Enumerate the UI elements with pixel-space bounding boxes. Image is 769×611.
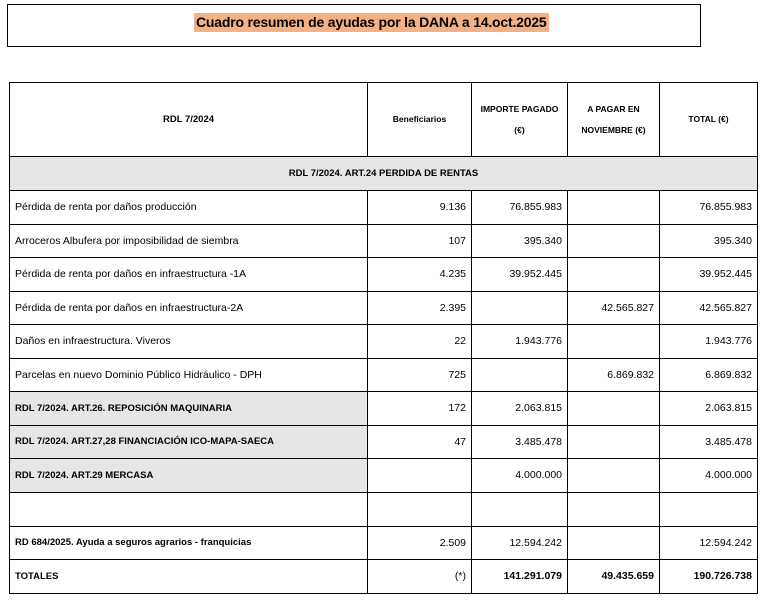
row-pagado: 2.063.815 xyxy=(472,392,568,426)
table-row xyxy=(10,258,758,292)
row-total: 4.000.000 xyxy=(660,459,758,493)
row-beneficiarios: 172 xyxy=(368,392,472,426)
row-pagado: 4.000.000 xyxy=(472,459,568,493)
row-total: 76.855.983 xyxy=(660,191,758,225)
row-pagado xyxy=(472,358,568,392)
row-pagado: 39.952.445 xyxy=(472,258,568,292)
table-row xyxy=(10,526,758,560)
row-noviembre xyxy=(568,526,660,560)
row-noviembre xyxy=(568,325,660,359)
row-noviembre xyxy=(568,224,660,258)
empty-cell xyxy=(472,492,568,526)
row-label: RDL 7/2024. ART.27,28 FINANCIACIÓN ICO-MAPA-SAECA xyxy=(10,425,368,459)
row-total: 12.594.242 xyxy=(660,526,758,560)
row-pagado: 76.855.983 xyxy=(472,191,568,225)
table-row xyxy=(10,459,758,493)
page-title: Cuadro resumen de ayudas por la DANA a 14.oct.2025 xyxy=(196,14,547,30)
row-label: RD 684/2025. Ayuda a seguros agrarios - franquicias xyxy=(10,526,368,560)
totals-total: 190.726.738 xyxy=(660,560,758,594)
totals-pagado: 141.291.079 xyxy=(472,560,568,594)
row-total: 39.952.445 xyxy=(660,258,758,292)
row-noviembre: 42.565.827 xyxy=(568,291,660,325)
row-beneficiarios: 9.136 xyxy=(368,191,472,225)
empty-cell xyxy=(568,492,660,526)
row-label: Parcelas en nuevo Dominio Público Hidráulico - DPH xyxy=(10,358,368,392)
header-rdl: RDL 7/2024 xyxy=(10,83,368,157)
row-beneficiarios: 47 xyxy=(368,425,472,459)
row-noviembre: 6.869.832 xyxy=(568,358,660,392)
table-row xyxy=(10,392,758,426)
row-noviembre xyxy=(568,258,660,292)
row-total: 3.485.478 xyxy=(660,425,758,459)
table-row xyxy=(10,325,758,359)
row-total: 6.869.832 xyxy=(660,358,758,392)
header-a-pagar-line1: A PAGAR EN xyxy=(587,103,640,114)
table-row xyxy=(10,191,758,225)
row-total: 2.063.815 xyxy=(660,392,758,426)
table-row xyxy=(10,291,758,325)
row-noviembre xyxy=(568,392,660,426)
empty-cell xyxy=(368,492,472,526)
title-box xyxy=(7,4,701,47)
header-importe-pagado-line1: IMPORTE PAGADO xyxy=(480,103,559,114)
row-beneficiarios: 4.235 xyxy=(368,258,472,292)
row-pagado: 395.340 xyxy=(472,224,568,258)
empty-cell xyxy=(660,492,758,526)
header-a-pagar-line2: NOVIEMBRE (€) xyxy=(581,124,646,135)
row-label: RDL 7/2024. ART.29 MERCASA xyxy=(10,459,368,493)
header-importe-pagado xyxy=(472,83,568,157)
section-title: RDL 7/2024. ART.24 PERDIDA DE RENTAS xyxy=(10,157,758,191)
empty-cell xyxy=(10,492,368,526)
row-label: Pérdida de renta por daños producción xyxy=(10,191,368,225)
summary-table xyxy=(9,82,758,594)
header-a-pagar xyxy=(568,83,660,157)
header-row xyxy=(10,83,758,157)
row-total: 42.565.827 xyxy=(660,291,758,325)
row-label: RDL 7/2024. ART.26. REPOSICIÓN MAQUINARIA xyxy=(10,392,368,426)
row-label: Arroceros Albufera por imposibilidad de siembra xyxy=(10,224,368,258)
row-beneficiarios: 2.509 xyxy=(368,526,472,560)
header-beneficiarios: Beneficiarios xyxy=(368,83,472,157)
table-row xyxy=(10,425,758,459)
row-beneficiarios: 725 xyxy=(368,358,472,392)
row-pagado: 1.943.776 xyxy=(472,325,568,359)
row-pagado: 12.594.242 xyxy=(472,526,568,560)
totals-row xyxy=(10,560,758,594)
row-beneficiarios: 22 xyxy=(368,325,472,359)
empty-row xyxy=(10,492,758,526)
section-row xyxy=(10,157,758,191)
row-total: 1.943.776 xyxy=(660,325,758,359)
table-row xyxy=(10,358,758,392)
row-pagado: 3.485.478 xyxy=(472,425,568,459)
row-label: Daños en infraestructura. Viveros xyxy=(10,325,368,359)
totals-label: TOTALES xyxy=(10,560,368,594)
totals-noviembre: 49.435.659 xyxy=(568,560,660,594)
table-row xyxy=(10,224,758,258)
row-beneficiarios xyxy=(368,459,472,493)
header-total: TOTAL (€) xyxy=(660,83,758,157)
totals-beneficiarios: (*) xyxy=(368,560,472,594)
row-noviembre xyxy=(568,459,660,493)
row-noviembre xyxy=(568,425,660,459)
header-importe-pagado-line2: (€) xyxy=(514,124,525,135)
row-label: Pérdida de renta por daños en infraestructura -1A xyxy=(10,258,368,292)
row-total: 395.340 xyxy=(660,224,758,258)
row-label: Pérdida de renta por daños en infraestructura-2A xyxy=(10,291,368,325)
row-noviembre xyxy=(568,191,660,225)
row-beneficiarios: 2.395 xyxy=(368,291,472,325)
row-pagado xyxy=(472,291,568,325)
row-beneficiarios: 107 xyxy=(368,224,472,258)
